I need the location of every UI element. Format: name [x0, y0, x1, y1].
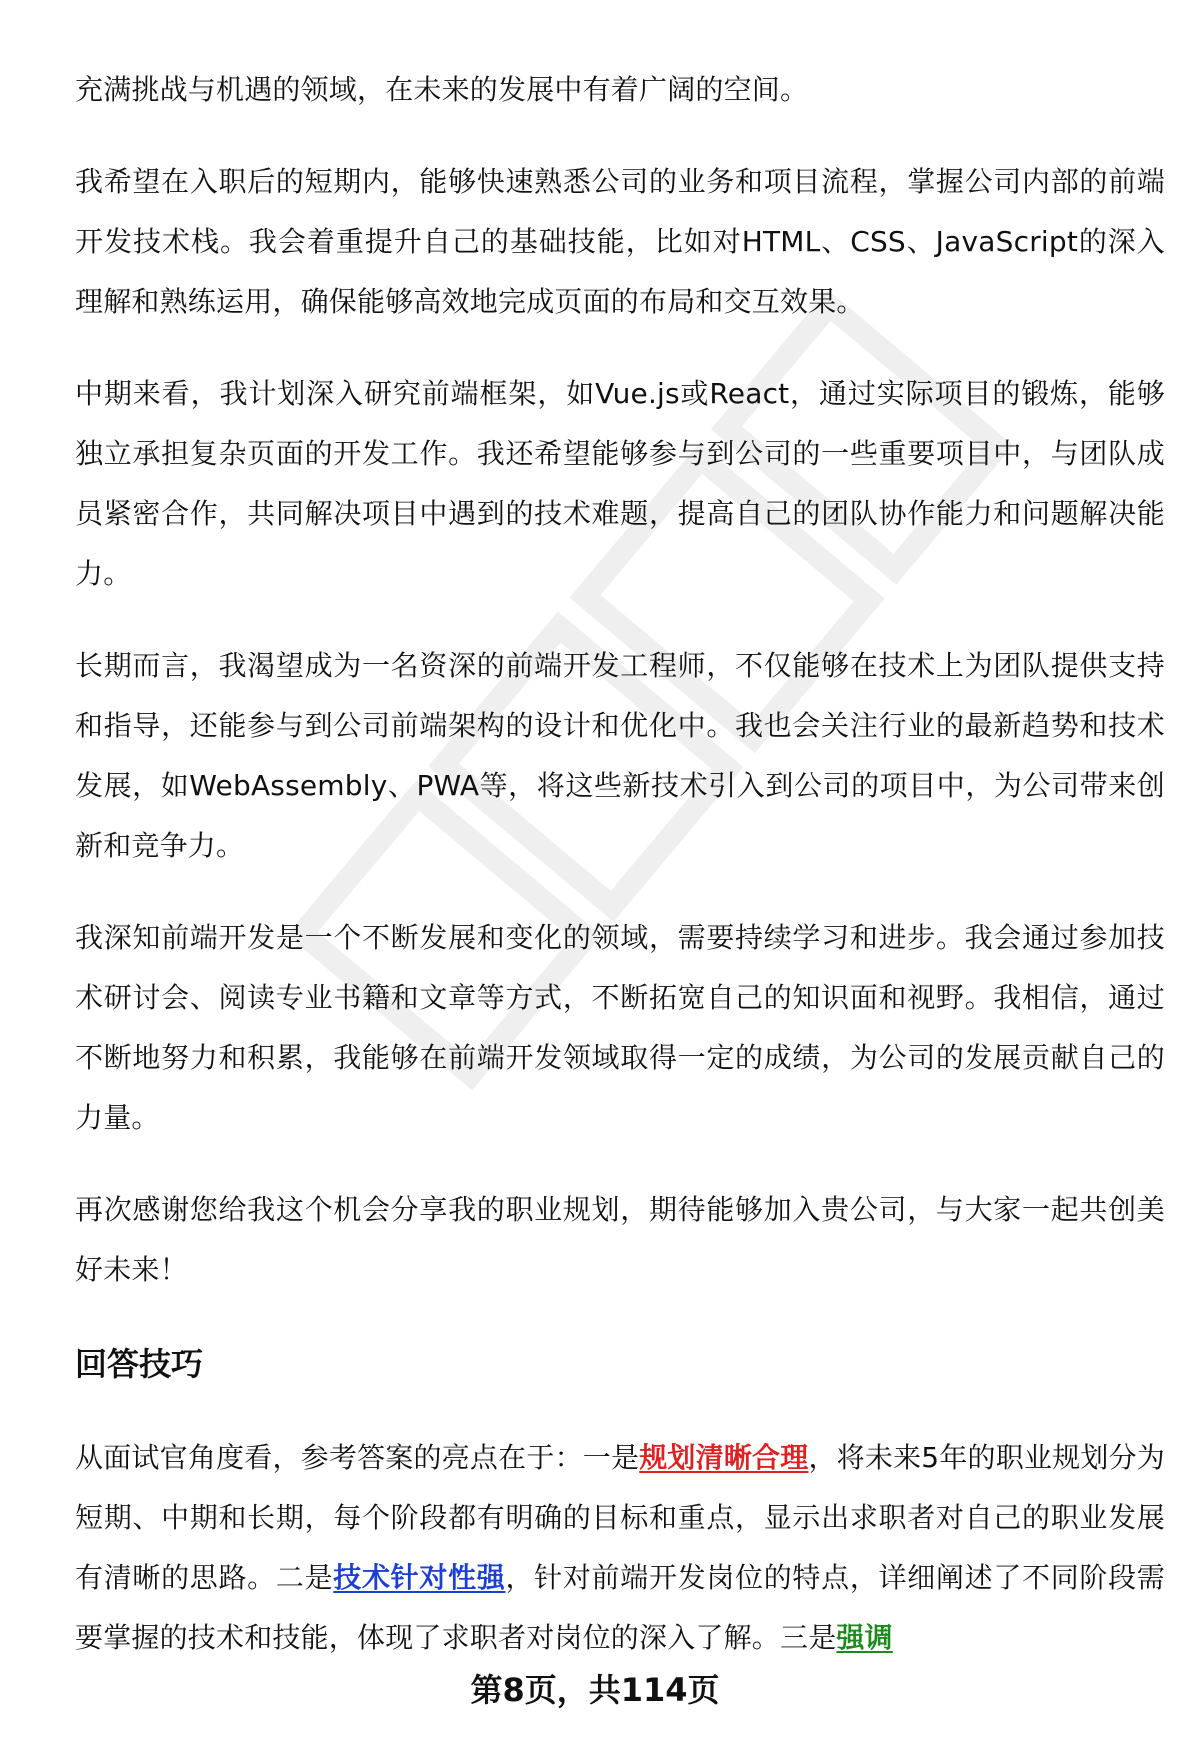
paragraph-continuous-learning: 我深知前端开发是一个不断发展和变化的领域，需要持续学习和进步。我会通过参加技术研讨会、阅读专业书籍和文章等方式，不断拓宽自己的知识面和视野。我相信，通过不断地努力和积累，我能够在前端开发领域取得一定的成绩，为公司的发展贡献自己的力量。: [75, 921, 1165, 1134]
highlight-blue: 技术针对性强: [333, 1561, 506, 1594]
document-body: [75, 60, 1165, 1700]
tips-text-1: 从面试官角度看，参考答案的亮点在于：一是: [75, 1441, 640, 1474]
page-number-footer: 第8页，共114页: [470, 1671, 720, 1709]
paragraph-long-term: 长期而言，我渴望成为一名资深的前端开发工程师，不仅能够在技术上为团队提供支持和指导，还能参与到公司前端架构的设计和优化中。我也会关注行业的最新趋势和技术发展，如WebAssembly、PWA等，将这些新技术引入到公司的项目中，为公司带来创新和竞争力。: [75, 649, 1165, 862]
paragraph-thanks: 再次感谢您给我这个机会分享我的职业规划，期待能够加入贵公司，与大家一起共创美好未来！: [75, 1193, 1165, 1286]
section-heading: 回答技巧: [75, 1345, 204, 1383]
highlight-red: 规划清晰合理: [639, 1441, 809, 1474]
paragraph-short-term: 我希望在入职后的短期内，能够快速熟悉公司的业务和项目流程，掌握公司内部的前端开发技术栈。我会着重提升自己的基础技能，比如对HTML、CSS、JavaScript的深入理解和熟练运用，确保能够高效地完成页面的布局和交互效果。: [75, 165, 1165, 318]
tips-text-2: ，将未来5年的职业规划分为短期、中期和长期，每个阶段都有明确的目标和重点，显示出求职者对自己的职业发展有清晰的思路。二是: [75, 1441, 1165, 1594]
tips-text-3: ，针对前端开发岗位的特点，详细阐述了不同阶段需要掌握的技术和技能，体现了求职者对岗位的深入了解。三是: [75, 1561, 1165, 1654]
highlight-green: 强调: [836, 1621, 893, 1654]
paragraph-mid-term: 中期来看，我计划深入研究前端框架，如Vue.js或React，通过实际项目的锻炼，能够独立承担复杂页面的开发工作。我还希望能够参与到公司的一些重要项目中，与团队成员紧密合作，共同解决项目中遇到的技术难题，提高自己的团队协作能力和问题解决能力。: [75, 377, 1165, 590]
paragraph-intro-end: 充满挑战与机遇的领域，在未来的发展中有着广阔的空间。: [75, 73, 809, 106]
paragraph-answer-tips: [75, 1428, 1165, 1668]
